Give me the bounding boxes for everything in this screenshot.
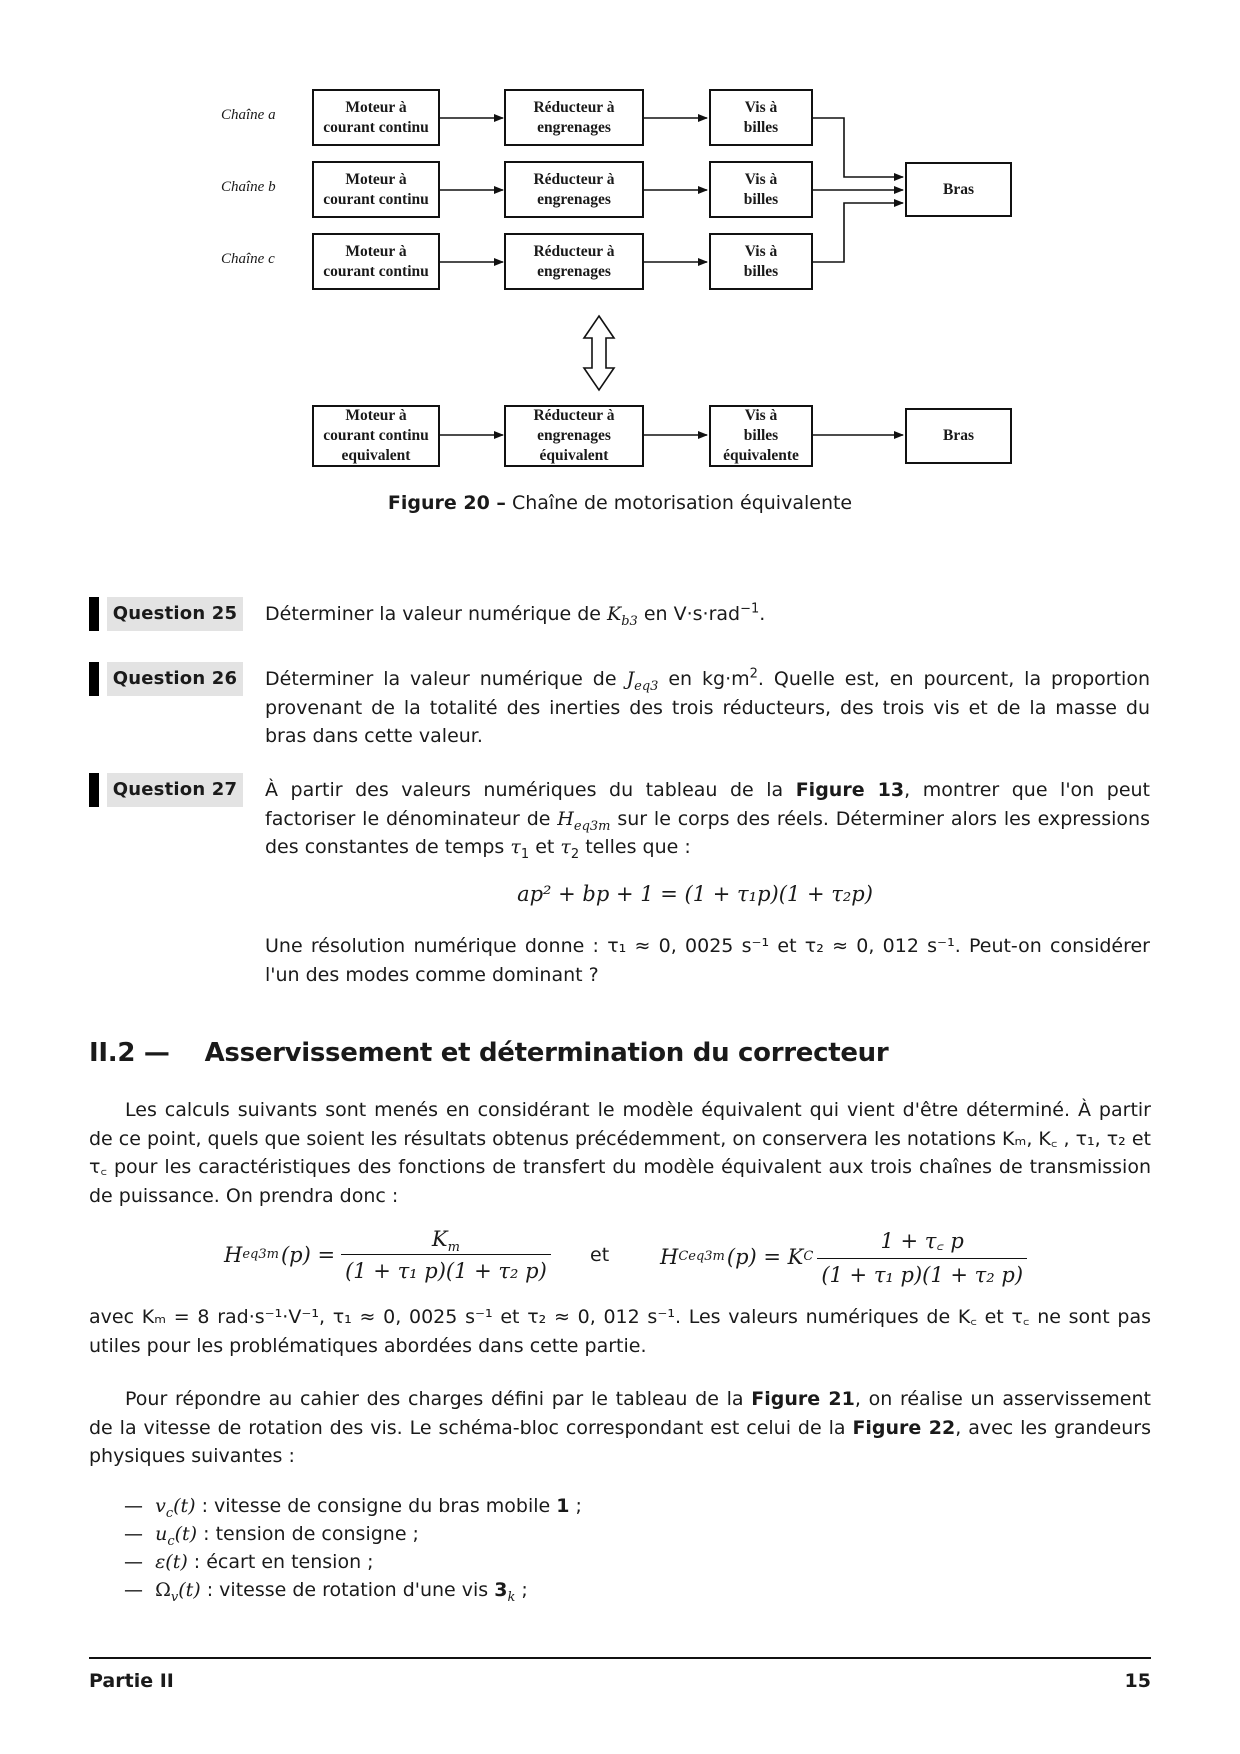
chain-a-motor-block: Moteur à courant continu	[312, 89, 440, 146]
equivalent-screw-block: Vis à billes équivalente	[709, 405, 813, 467]
chain-c-screw-block: Vis à billes	[709, 233, 813, 290]
equivalent-arm-block: Bras	[905, 408, 1012, 464]
footer-rule	[89, 1657, 1151, 1659]
figure-caption	[0, 492, 1240, 514]
equivalent-reducer-block: Réducteur à engrenages équivalent	[504, 405, 644, 467]
list-item: — ε(t) : écart en tension ;	[124, 1551, 374, 1573]
question-26-label: Question 26	[107, 662, 243, 696]
question-25-text: Déterminer la valeur numérique de $K_{b3}$ en V·s·rad$^{-1}$.	[265, 601, 766, 629]
chain-a-label: Chaîne a	[221, 107, 276, 123]
question-27-text: À partir des valeurs numériques du tableau de la Figure 13, montrer que l'on peut factoriser le dénominateur de $H_{eq3m}$ sur le corps des réels. Déterminer alors les expressions des constantes de temps $\tau_1$ et $\tau_2$ telles que :	[265, 779, 1150, 862]
question-25-label: Question 25	[107, 597, 243, 631]
list-item: — $\Omega_v(t)$ : vitesse de rotation d'une vis $3_k$ ;	[124, 1579, 528, 1605]
arm-block: Bras	[905, 162, 1012, 217]
chain-b-screw-block: Vis à billes	[709, 161, 813, 218]
question-27-marker	[89, 773, 99, 807]
transfer-function-left: H eq3m (p) = $\frac{K_m}{\text{(1 + τ₁ p)(1 + τ₂ p)}}$	[224, 1227, 551, 1283]
question-25-marker	[89, 597, 99, 631]
arrow-c-screw-arm	[813, 203, 903, 262]
paragraph-1: Les calculs suivants sont menés en considérant le modèle équivalent qui vient d'être déterminé. À partir de ce point, quels que soient les résultats obtenus précédemment, on conservera les notations Kₘ, K꜀ , τ₁, τ₂ et τ꜀ pour les caractéristiques des fonctions de transfert du modèle équivalent aux trois chaînes de transmission de puissance. On prendra donc :	[89, 1099, 1151, 1207]
arrow-a-screw-arm	[813, 118, 903, 177]
question-27-followup: Une résolution numérique donne : τ₁ ≈ 0, 0025 s⁻¹ et τ₂ ≈ 0, 012 s⁻¹. Peut-on considérer l'un des modes comme dominant ?	[265, 935, 1150, 986]
section-number: II.2 —	[89, 1038, 170, 1068]
figure-caption-text: Chaîne de motorisation équivalente	[511, 492, 853, 514]
question-26-text: Déterminer la valeur numérique de $J_{eq3}$ en $kg\cdot m^2$. Quelle est, en pourcent, la proportion provenant de la totalité des inerties des trois réducteurs, des trois vis et de la masse du bras dans cette valeur.	[265, 666, 1151, 747]
section-title: Asservissement et détermination du correcteur	[204, 1038, 889, 1068]
question-26-marker	[89, 662, 99, 696]
list-item: — $u_c(t)$ : tension de consigne ;	[124, 1523, 419, 1549]
equations-and: et	[590, 1244, 610, 1266]
paragraph-2: avec Kₘ = 8 rad·s⁻¹·V⁻¹, τ₁ ≈ 0, 0025 s⁻¹ et τ₂ ≈ 0, 012 s⁻¹. Les valeurs numériques de K꜀ et τ꜀ ne sont pas utiles pour les problématiques abordées dans cette partie.	[89, 1306, 1151, 1357]
transfer-function-right: H Ceq3m (p) = K C $\frac{1 + \tau꜀ p}{\text{(1 + τ₁ p)(1 + τ₂ p)}}$	[660, 1227, 1027, 1287]
chain-b-label: Chaîne b	[221, 179, 276, 195]
chain-a-reducer-block: Réducteur à engrenages	[504, 89, 644, 146]
question-27-equation: ap² + bp + 1 = (1 + τ₁p)(1 + τ₂p)	[517, 882, 873, 906]
transfer-function-right-fraction: $\frac{1 + \tau꜀ p}{\text{(1 + τ₁ p)(1 + τ₂ p)}}$	[817, 1227, 1027, 1287]
equivalence-double-arrow	[584, 316, 614, 390]
section-heading	[89, 1038, 888, 1068]
chain-c-motor-block: Moteur à courant continu	[312, 233, 440, 290]
chain-a-screw-block: Vis à billes	[709, 89, 813, 146]
equivalent-motor-block: Moteur à courant continu equivalent	[312, 405, 440, 467]
list-item: — $v_c(t)$ : vitesse de consigne du bras mobile 1 ;	[124, 1495, 582, 1521]
paragraph-3: Pour répondre au cahier des charges défini par le tableau de la Figure 21, on réalise un asservissement de la vitesse de rotation des vis. Le schéma-bloc correspondant est celui de la Figure 22, avec les grandeurs physiques suivantes :	[89, 1388, 1152, 1467]
chain-b-reducer-block: Réducteur à engrenages	[504, 161, 644, 218]
page-number: 15	[1124, 1670, 1151, 1692]
chain-c-reducer-block: Réducteur à engrenages	[504, 233, 644, 290]
question-27-label: Question 27	[107, 773, 243, 807]
chain-c-label: Chaîne c	[221, 251, 275, 267]
transfer-function-left-fraction: $\frac{K_m}{\text{(1 + τ₁ p)(1 + τ₂ p)}}$	[341, 1227, 551, 1283]
chain-b-motor-block: Moteur à courant continu	[312, 161, 440, 218]
figure-caption-label: Figure 20 –	[387, 492, 506, 514]
footer-part: Partie II	[89, 1670, 174, 1692]
